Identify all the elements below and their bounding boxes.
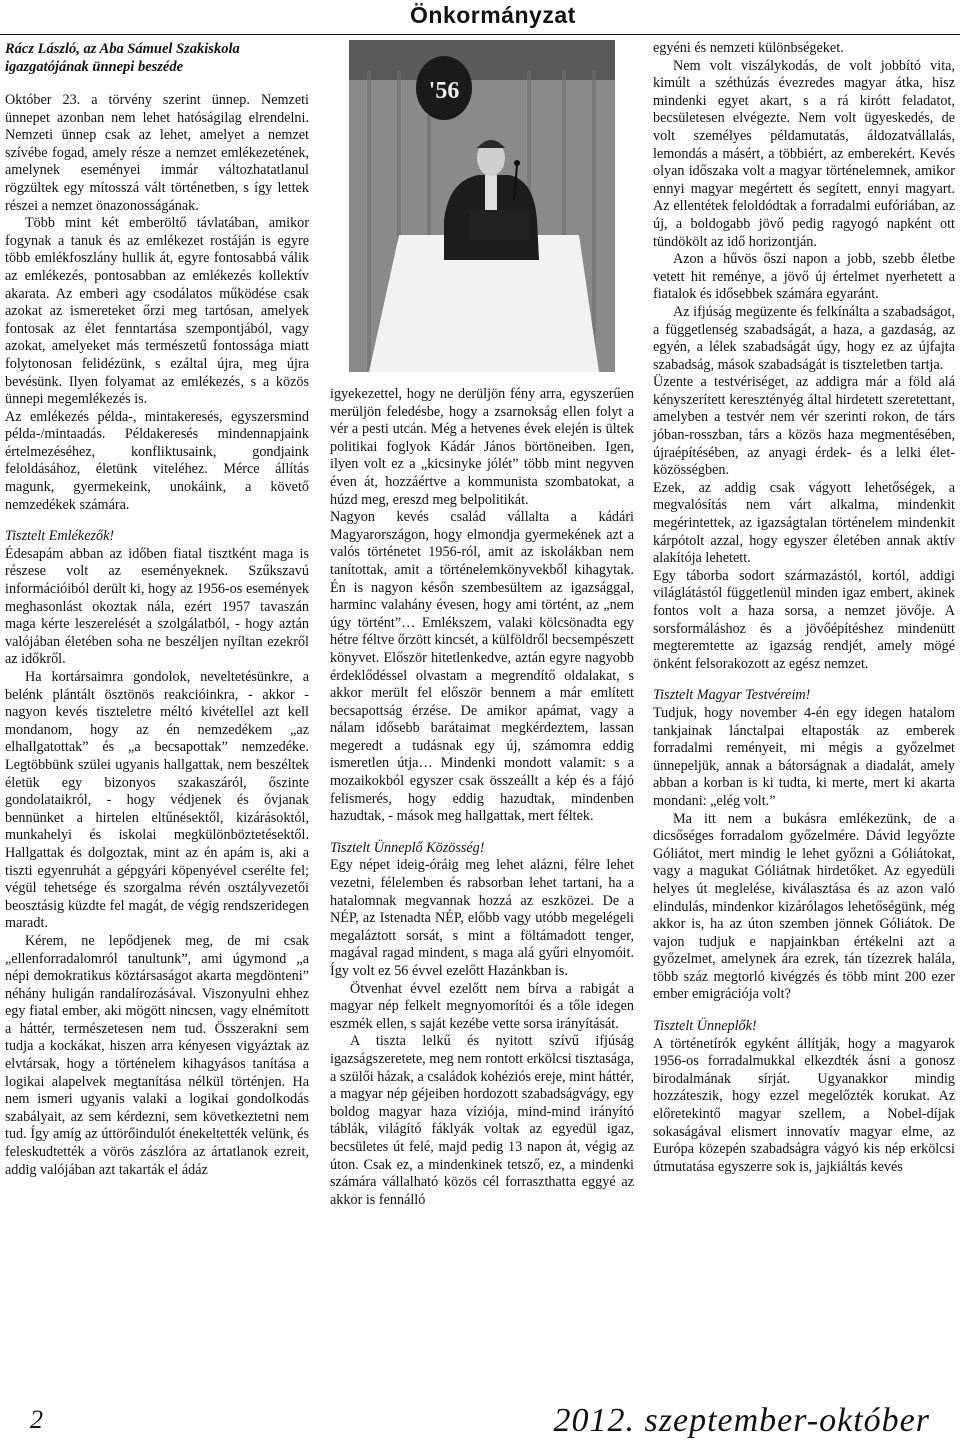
paragraph: A tiszta lelkű és nyitott szívű ifjúság igazságszeretete, meg nem rontott erkölcsi tisztasága, a szülői házak, a családok kohéziós ereje, mint háttér, a magyar nép géjeiben hordozott szabadságvágy, egy boldog magyar haza víziója, mind-mind irányító táblák, világító fáklyák voltak az egyedül igaz, becsületes út felé, majd pedig 13 napon át, végig az úton. Csak ez, a mindenkinek tetsző, ez, a mindenki számára vállalható közös cél forraszthatta eggyé az akkor is fennálló — [330, 1033, 634, 1208]
paragraph: Egy táborba sodort származástól, kortól, addigi világlátástól függetlenül minden igaz embert, akinek fontos volt a haza sorsa, a nemzet jövője. A sorsformáláshoz és a jövőépítéshez mindenütt megteremtette az igazság rendjét, amely mögé önként felsorakozott az egész nemzet. — [653, 567, 955, 672]
paragraph: Édesapám abban az időben fiatal tisztként maga is részese volt az eseményeknek. Szűkszavú információiból derült ki, hogy az 1956-os események meghasonlást okoztak nála, ezért 1957 tavaszán maga kérte leszerelését a szolgálatból, - hogy aztán valójában életében soha ne beszéljen nyíltan ezekről az időkről. — [5, 545, 309, 668]
salutation: Tisztelt Ünneplők! — [653, 1018, 757, 1035]
paragraph: Azon a hűvös őszi napon a jobb, szebb életbe vetett hit reménye, a jövő új értelmet nyerhetett a fiatalok és idősebbek számára egyaránt. — [653, 251, 955, 303]
article-title: Rácz László, az Aba Sámuel Szakiskola igazgatójának ünnepi beszéde — [5, 41, 240, 75]
column-3-body — [653, 40, 955, 1176]
paragraph: Az emlékezés példa-, mintakeresés, egyszersmind példa-/mintaadás. Példakeresés mindennapjaink értelmezéséhez, konfliktusaink, gondjaink feloldásához, életünk viteléhez. Mérce állítás magunk, gyermekeink, unokáink, a követő nemzedékek számára. — [5, 408, 309, 513]
paragraph: Egy népet ideig-óráig meg lehet alázni, félre lehet vezetni, félelemben és rabsorban lehet tartani, ha a hatalomnak megvannak hozzá az eszközei. De a NÉP, az Istenadta NÉP, előbb vagy utóbb megelégeli megaláztott sorsát, s mint a föltámadott tenger, magával ragad mindent, s maga alá gyűri elnyomóit. Így volt ez 56 évvel ezelőtt Hazánkban is. — [330, 857, 634, 979]
paragraph: Ezek, az addig csak vágyott lehetőségek, a megvalósítás nem várt alkalma, mindenkit megérintettek, az igazságtalan történelem mindenkit kárpótolt azzal, hogy egyszer életében annak aktív alakítója lehetett. — [653, 479, 955, 567]
salutation: Tisztelt Emlékezők! — [5, 528, 115, 545]
paragraph: igyekezettel, hogy ne derüljön fény arra, egyszerűen merüljön feledésbe, hogy a zsarnokság ellen folyt a vér a pesti utcán. Még a hetvenes évek elején is ültek politikai foglyok Kádár János börtöneiben. Igen, ilyen volt ez a „kicsinyke jólét” több mint negyven éven át, hozzáértve a kommunista szombatokat, a húzd meg, ereszd meg belpolitikát. — [330, 386, 634, 508]
paragraph: A történetírók egyként állítják, hogy a magyarok 1956-os forradalmukkal elkezdték ásni a gonosz birodalmának sírját. Ugyanakkor mindig hozzáteszik, hogy ezzel megelőzték korukat. Az előretekintő magyar szellem, a Nobel-díjak sokaságával elismert innovatív magyar elme, az Európa közepén szabadságra vágyó kis nép erkölcsi útmutatása egyszerre sok is, jajkiáltás kevés — [653, 1035, 955, 1175]
page-number: 2 — [30, 1405, 43, 1434]
issue-date: 2012. szeptember-október — [553, 1402, 930, 1439]
speaker-photo — [349, 40, 615, 372]
paragraph: Nagyon kevés család vállalta a kádári Magyarországon, hogy elmondja gyermekének azt a valós történetet 1956-ról, amit az iskolákban nem tanítottak, amit a történelemkönyvekből kihagytak. Én is nagyon későn szembesültem az igazsággal, harminc valahány évesen, hogy ami történt, az „nem úgy történt”… Emlékszem, valaki kölcsönadta egy hétre féltve őrzött kincsét, a külföldről becsempészett könyvet. Először hitetlenkedve, aztán egyre nagyobb érdeklődéssel olvastam a megrendítő oldalakat, s akkor merült fel először bennem a már említett becsapottság érzése. De amikor apámat, vagy a nálam idősebb barátaimat megkérdeztem, lassan megeredt a tudásnak egy új, számomra eddig ismeretlen útja… Mindenki mondott valamit: s a mozaikokból egyszer csak összeállt a kép és a fájó felismerés, hogy eddig hazudtak, mindenben hazudtak, - mások meg hallgattak, mert féltek. — [330, 509, 634, 825]
paragraph: Az ifjúság megüzente és felkínálta a szabadságot, a függetlenség szabadságát, a haza, a gazdaság, az egyén, a lélek szabadságát úgy, hogy ez az újfajta szabadság, mások szabadságát is tiszteletben tartja. — [653, 303, 955, 373]
column-3 — [653, 40, 955, 1176]
paragraph: egyéni és nemzeti különbségeket. — [653, 40, 844, 56]
paragraph: Kérem, ne lepődjenek meg, de mi csak „ellenforradalomról tanultunk”, ami úgymond „a népi demokratikus köztársaságot akarta megdönteni” néhány huligán randalírozásával. Viszonyulni ehhez egy fiatal ember, aki mögött nincsen, vagy elnémított a háttér, természetesen nem tud. Összerakni sem tudja a kockákat, hiszen arra kényesen vigyáztak az elvtársak, hogy a történelem kihagyásos tanítása a logikai alapelvek megtanítása nélkül történjen. Ha nem ismeri ugyanis valaki a logikai gondolkodás szabályait, az sem kérdezni, sem következtetni nem tud. Így amíg az úttörőindulót énekeltették velünk, és feleskudtették a vörös zászlóra az ártatlanok ezreit, addig valójában azt takarták el ádáz — [5, 932, 309, 1178]
column-2 — [330, 386, 634, 1209]
salutation: Tisztelt Magyar Testvéreim! — [653, 687, 811, 704]
paragraph: Több mint két emberöltő távlatában, amikor fogynak a tanuk és az emlékezet rostáján is egyre több emlékfoszlány hullik át, egyre fontosabbá válik az emlékezés, pontosabban az emlékezés kollektív akarata. Az emberi agy csodálatos működése csak azokat az ismereteket őrzi meg tartósan, amelyek fontosak az élet fenntartása szempontjából, vagy azokat, amelyeket más természetű fontossága miatt folytonosan felidézünk, s ezáltal újra, meg újra bevésünk. Ilyen folyamat az emlékezés, s a közös ünnepi megemlékezés is. — [5, 215, 309, 408]
paragraph: Ötvenhat évvel ezelőtt nem bírva a rabigát a magyar nép felkelt megnyomorítói és a tőle idegen eszmék ellen, s saját kezébe vette sorsa irányítását. — [330, 980, 634, 1032]
column-2-body — [330, 386, 634, 1209]
paragraph: Október 23. a törvény szerint ünnep. Nemzeti ünnepet azonban nem lehet hatóságilag elrendelni. Nemzeti ünnep csak az lehet, amelyet a nemzet szívébe fogad, amely része a nemzet emlékezetének, amelynek eseményei immár változhatatlanul rögzültek egy mítosszá vált történetben, s így lettek részei a nemzet önazonosságának. — [5, 92, 309, 214]
paragraph: Tudjuk, hogy november 4-én egy idegen hatalom tankjainak lánctalpai eltaposták az emberek forradalmi reményeit, mi mégis a győzelmet ünnepeljük, annak a bátorságnak a diadalát, amely abban a korban is ki tudta, ki merte, mert ki akarta mondani: „elég volt.” — [653, 704, 955, 809]
section-title: Önkormányzat — [410, 2, 576, 28]
column-1 — [5, 40, 309, 1179]
photo-illustration — [349, 40, 615, 372]
salutation: Tisztelt Ünneplő Közösség! — [330, 839, 485, 856]
photo-banner-text: '56 — [428, 78, 460, 104]
paragraph: Ma itt nem a bukásra emlékezünk, de a dicsőséges forradalom győzelmére. Dávid legyőzte Góliátot, mert mindig le lehet győzni a Góliátokat, vagy a magukat Góliátnak hirdetőket. Az egyedüli helyes út meglelése, kiválasztása és az azon való elindulás, mindenkor kizárólagos lehetőségünk, még akkor is, ha az úton szemben jönnek Góliátok. De vajon tudjuk e napjainkban értékelni azt a győzelmet, amelynek ára ezrek, tán tízezrek halála, több száz megtorló kivégzés és több mint 200 ezer ember emigrációja volt? — [653, 810, 955, 1003]
page-header — [0, 0, 960, 35]
paragraph: Ha kortársaimra gondolok, neveltetésünkre, a belénk plántált ösztönös reakcióinkra, - akkor - nagyon kevés tiszteletre méltó kivétellel azt kell mondanom, hogy az én nemzedékem „az elhallgatottak” és „a becsapottak” nemzedéke. Legtöbbünk szülei ugyanis hallgattak, nem beszéltek életük egy bizonyos szakaszáról, őszinte gondolataikról, - hogy védjenek és óvjanak bennünket a hirtelen eltűnésektől, kizárásoktól, munkahelyi és iskolai megkülönböztetésektől. Hallgattak és dolgoztak, mint az én apám is, aki a tiszti egyenruhát a gépgyári köpenyével cserélte fel; végül tehetsége és szorgalma révén osztályvezetői beosztásig küzdte fel magát, de végig rendszeridegen maradt. — [5, 669, 309, 932]
paragraph: Üzente a testvériséget, az addigra már a föld alá kényszerített keresztényég által hirdetett szeretettant, amelyben a testvér nem vér szerinti rokon, de társ jóban-rosszban, társ a közös haza megmentésében, újraépítésében, az anyagi érdek- és a lelki élet-közösségben. — [653, 374, 955, 479]
column-1-body — [5, 92, 309, 1179]
paragraph: Nem volt viszálykodás, de volt jobbító vita, kimúlt a széthúzás évezredes magyar átka, hisz mindenki egyet akart, s a rá kirótt feladatot, becsületesen elvégezte. Nem volt ügyeskedés, de volt személyes példamutatás, áldozatvállalás, lemondás a másért, a többiért, az emberekért. Kevés olyan időszaka volt a magyar történelemnek, amikor ennyi magyar megértett és segített, ennyi magyart. Az ellentétek feloldódtak a forradalmi eufóriában, az új, a boldogabb jövő pedig ragyogó napként ott tündökölt az idő horizontján. — [653, 57, 955, 250]
